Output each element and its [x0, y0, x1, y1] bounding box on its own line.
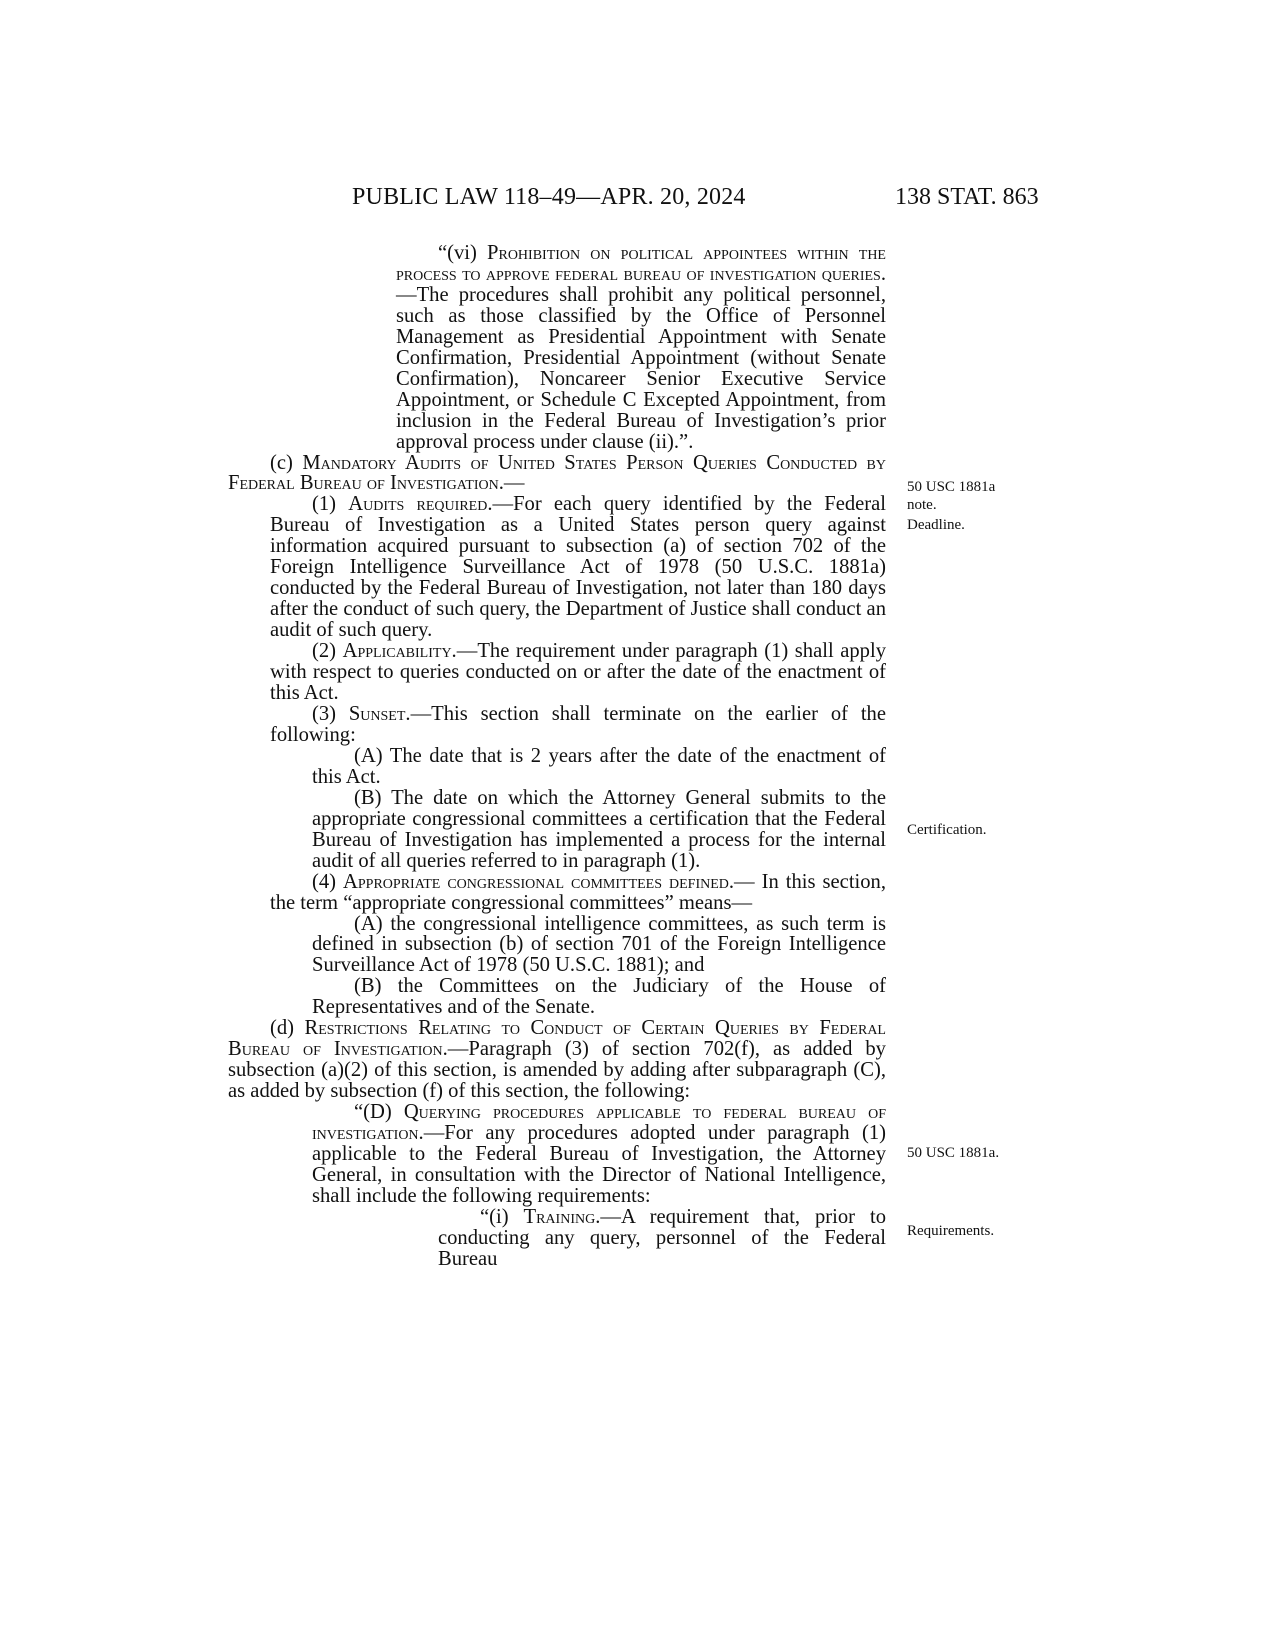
paragraph-c2: (2) Applicability.—The requirement under paragraph (1) shall apply with respect to queries conducted on or after the date of the enactment of this Act.	[270, 640, 886, 705]
paragraph-c1-heading: Audits required.	[348, 493, 493, 516]
subparagraph-c4A: (A) the congressional intelligence committees, as such term is defined in subsection (b) of section 701 of the Foreign Intelligence Surveillance Act of 1978 (50 U.S.C. 1881); and	[312, 912, 886, 977]
clause-vi-heading: Prohibition on political appointees within the process to approve federal bureau of investigation queries.	[396, 242, 886, 285]
subparagraph-dD: “(D) Querying procedures applicable to federal bureau of investigation.—For any procedures adopted under paragraph (1) applicable to the Federal Bureau of Investigation, the Attorney General, in consultation with the Director of National Intelligence, shall include the following requirements:	[312, 1101, 886, 1207]
paragraph-c4: (4) Appropriate congressional committees defined.— In this section, the term “appropriate congressional committees” means—	[270, 870, 887, 914]
margin-note-usc-1881a: 50 USC 1881a.	[907, 1145, 1000, 1161]
paragraph-c1: (1) Audits required.—For each query identified by the Federal Bureau of Investigation as a United States person query against information acquired pursuant to subsection (a) of section 702 of the Foreign Intelligence Surveillance Act of 1978 (50 U.S.C. 1881a) conducted by the Federal Bureau of Investigation, not later than 180 days after the conduct of such query, the Department of Justice shall conduct an audit of such query.	[270, 493, 886, 642]
margin-note-certification: Certification.	[907, 822, 987, 838]
subsection-d-heading: Restrictions Relating to Conduct of Certain Queries by Federal Bureau of Investigation.	[228, 1017, 886, 1061]
subparagraph-c3A: (A) The date that is 2 years after the date of the enactment of this Act.	[312, 744, 886, 788]
clause-dDi-heading: Training.	[523, 1205, 601, 1228]
paragraph-c3: (3) Sunset.—This section shall terminate on the earlier of the following:	[270, 702, 886, 746]
page-header	[0, 184, 1275, 224]
subsection-d: (d) Restrictions Relating to Conduct of Certain Queries by Federal Bureau of Investigation.—Paragraph (3) of section 702(f), as added by subsection (a)(2) of this section, is amended by adding after subparagraph (C), as added by subsection (f) of this section, the following:	[228, 1017, 886, 1103]
margin-note-deadline: Deadline.	[907, 517, 965, 533]
subsection-c-heading: Mandatory Audits of United States Person Queries Conducted by Federal Bureau of Investigation.	[228, 451, 886, 495]
subsection-c: (c) Mandatory Audits of United States Person Queries Conducted by Federal Bureau of Investigation.—	[228, 451, 886, 495]
document-body	[228, 243, 886, 1270]
stat-page-number: 138 STAT. 863	[895, 184, 1039, 210]
paragraph-c2-heading: Applicability.	[342, 640, 457, 663]
subparagraph-dD-heading: Querying procedures applicable to federal bureau of investigation.	[312, 1101, 886, 1145]
clause-dDi: “(i) Training.—A requirement that, prior to conducting any query, personnel of the Federal Bureau	[438, 1205, 886, 1270]
margin-note-usc-note: 50 USC 1881a note.	[907, 479, 996, 513]
public-law-title: PUBLIC LAW 118–49—APR. 20, 2024	[352, 184, 746, 210]
subparagraph-c3B: (B) The date on which the Attorney General submits to the appropriate congressional committees a certification that the Federal Bureau of Investigation has implemented a process for the internal audit of all queries referred to in paragraph (1).	[312, 786, 886, 872]
clause-vi: “(vi) Prohibition on political appointees within the process to approve federal bureau of investigation queries.—The procedures shall prohibit any political personnel, such as those classified by the Office of Personnel Management as Presidential Appointment with Senate Confirmation, Presidential Appointment (without Senate Confirmation), Noncareer Senior Executive Service Appointment, or Schedule C Excepted Appointment, from inclusion in the Federal Bureau of Investigation’s prior approval process under clause (ii).”.	[396, 242, 886, 453]
margin-note-requirements: Requirements.	[907, 1223, 995, 1239]
subparagraph-c4B: (B) the Committees on the Judiciary of the House of Representatives and of the Senate.	[312, 975, 886, 1019]
paragraph-c4-heading: Appropriate congressional committees defined.	[343, 870, 735, 893]
paragraph-c3-heading: Sunset.	[348, 702, 411, 725]
